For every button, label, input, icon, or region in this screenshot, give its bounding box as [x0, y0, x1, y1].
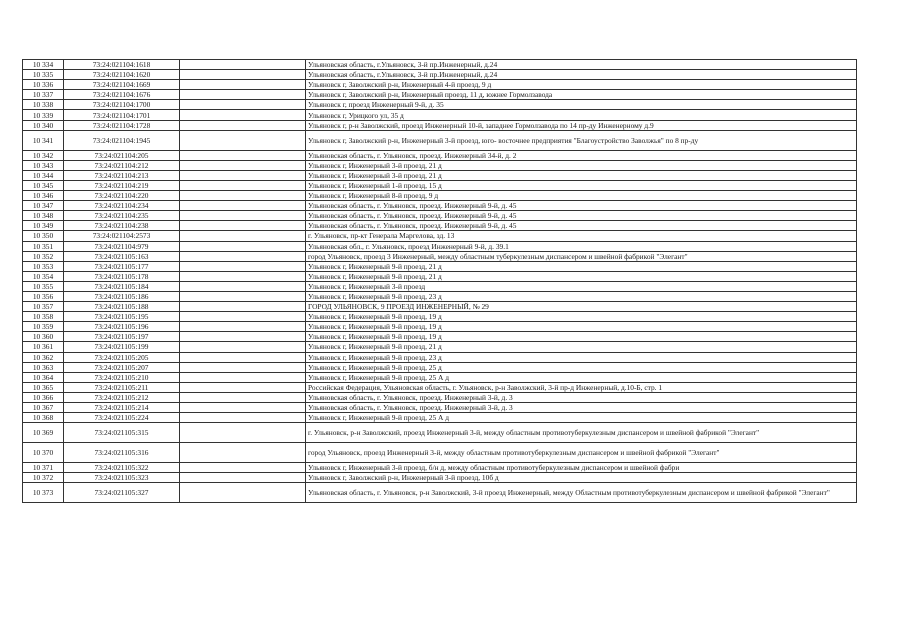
- row-number-cell: 10 351: [23, 241, 64, 251]
- table-row: [23, 403, 857, 413]
- empty-cell: [180, 130, 306, 150]
- address-cell: Ульяновск г, Инженерный 9-й проезд, 25 А д: [306, 372, 857, 382]
- table-row: [23, 423, 857, 443]
- row-number-cell: 10 336: [23, 80, 64, 90]
- table-row: [23, 170, 857, 180]
- row-number-cell: 10 338: [23, 100, 64, 110]
- cadastral-number-cell: 73:24:021104:1620: [64, 70, 180, 80]
- address-cell: Ульяновск г, Инженерный 9-й проезд, 25 А д: [306, 413, 857, 423]
- row-number-cell: 10 366: [23, 392, 64, 402]
- empty-cell: [180, 180, 306, 190]
- table-row: [23, 60, 857, 70]
- row-number-cell: 10 372: [23, 473, 64, 483]
- row-number-cell: 10 365: [23, 382, 64, 392]
- table-row: [23, 332, 857, 342]
- table-row: [23, 261, 857, 271]
- cadastral-number-cell: 73:24:021104:235: [64, 211, 180, 221]
- row-number-cell: 10 369: [23, 423, 64, 443]
- cadastral-number-cell: 73:24:021104:205: [64, 150, 180, 160]
- empty-cell: [180, 241, 306, 251]
- cadastral-number-cell: 73:24:021104:219: [64, 180, 180, 190]
- cadastral-number-cell: 73:24:021105:211: [64, 382, 180, 392]
- cadastral-number-cell: 73:24:021105:315: [64, 423, 180, 443]
- cadastral-number-cell: 73:24:021105:186: [64, 291, 180, 301]
- address-cell: Ульяновск г, Инженерный 3-й проезд: [306, 281, 857, 291]
- address-cell: Ульяновск г, Заволжский р-н, Инженерный 4-й проезд, 9 д: [306, 80, 857, 90]
- address-cell: Ульяновская область, г. Ульяновск, проезд. Инженерный 3-й, д. 3: [306, 392, 857, 402]
- empty-cell: [180, 100, 306, 110]
- empty-cell: [180, 332, 306, 342]
- row-number-cell: 10 339: [23, 110, 64, 120]
- table-row: [23, 70, 857, 80]
- empty-cell: [180, 231, 306, 241]
- table-row: [23, 271, 857, 281]
- cadastral-number-cell: 73:24:021105:212: [64, 392, 180, 402]
- table-row: [23, 352, 857, 362]
- cadastral-number-cell: 73:24:021104:220: [64, 191, 180, 201]
- table-row: [23, 80, 857, 90]
- cadastral-number-cell: 73:24:021104:1676: [64, 90, 180, 100]
- cadastral-number-cell: 73:24:021104:1728: [64, 120, 180, 130]
- address-cell: Ульяновск г, Инженерный 3-й проезд, 21 д: [306, 170, 857, 180]
- table-row: [23, 372, 857, 382]
- row-number-cell: 10 349: [23, 221, 64, 231]
- address-cell: Ульяновская область, г.Ульяновск, 3-й пр.Инженерный, д.24: [306, 70, 857, 80]
- row-number-cell: 10 364: [23, 372, 64, 382]
- row-number-cell: 10 370: [23, 443, 64, 463]
- empty-cell: [180, 392, 306, 402]
- cadastral-number-cell: 73:24:021105:163: [64, 251, 180, 261]
- address-cell: Ульяновская область, г. Ульяновск, р-н Заволжский, 3-й проезд Инженерный, между Областным противотуберкулезным диспансером и швейной фабрикой "Элегант": [306, 483, 857, 503]
- row-number-cell: 10 347: [23, 201, 64, 211]
- table-row: [23, 473, 857, 483]
- empty-cell: [180, 413, 306, 423]
- empty-cell: [180, 443, 306, 463]
- address-cell: Ульяновск г, Инженерный 9-й проезд, 19 д: [306, 332, 857, 342]
- address-cell: Ульяновск г, Инженерный 8-й проезд, 9 д: [306, 191, 857, 201]
- address-cell: Ульяновская область, г. Ульяновск, проезд. Инженерный 9-й, д. 45: [306, 211, 857, 221]
- cadastral-number-cell: 73:24:021105:184: [64, 281, 180, 291]
- address-cell: Ульяновск г, Инженерный 1-й проезд, 15 д: [306, 180, 857, 190]
- address-cell: Ульяновск г, Инженерный 9-й проезд, 23 д: [306, 291, 857, 301]
- row-number-cell: 10 371: [23, 463, 64, 473]
- cadastral-number-cell: 73:24:021105:323: [64, 473, 180, 483]
- empty-cell: [180, 342, 306, 352]
- table-row: [23, 413, 857, 423]
- cadastral-number-cell: 73:24:021104:2573: [64, 231, 180, 241]
- row-number-cell: 10 368: [23, 413, 64, 423]
- empty-cell: [180, 191, 306, 201]
- empty-cell: [180, 150, 306, 160]
- address-cell: Ульяновск г, Заволжский р-н, Инженерный проезд, 11 д, южнее Гормолзавода: [306, 90, 857, 100]
- row-number-cell: 10 334: [23, 60, 64, 70]
- cadastral-number-cell: 73:24:021105:178: [64, 271, 180, 281]
- table-row: [23, 120, 857, 130]
- cadastral-number-cell: 73:24:021104:1669: [64, 80, 180, 90]
- address-cell: Ульяновская область, г. Ульяновск, проезд. Инженерный 9-й, д. 45: [306, 201, 857, 211]
- empty-cell: [180, 291, 306, 301]
- table-row: [23, 382, 857, 392]
- empty-cell: [180, 261, 306, 271]
- empty-cell: [180, 201, 306, 211]
- cadastral-number-cell: 73:24:021105:177: [64, 261, 180, 271]
- row-number-cell: 10 363: [23, 362, 64, 372]
- address-cell: Ульяновск г, р-н Заволжский, проезд Инженерный 10-й, западнее Гормолзавода по 14 пр-ду Инженерному д.9: [306, 120, 857, 130]
- table-row: [23, 201, 857, 211]
- row-number-cell: 10 341: [23, 130, 64, 150]
- row-number-cell: 10 343: [23, 160, 64, 170]
- empty-cell: [180, 403, 306, 413]
- registry-table-body: [23, 60, 857, 503]
- row-number-cell: 10 367: [23, 403, 64, 413]
- table-row: [23, 443, 857, 463]
- address-cell: Ульяновск г, Инженерный 3-й проезд, 21 д: [306, 160, 857, 170]
- row-number-cell: 10 337: [23, 90, 64, 100]
- table-row: [23, 291, 857, 301]
- row-number-cell: 10 345: [23, 180, 64, 190]
- cadastral-number-cell: 73:24:021105:205: [64, 352, 180, 362]
- empty-cell: [180, 463, 306, 473]
- address-cell: Ульяновская область, г. Ульяновск, проезд. Инженерный 9-й, д. 45: [306, 221, 857, 231]
- empty-cell: [180, 110, 306, 120]
- empty-cell: [180, 302, 306, 312]
- row-number-cell: 10 353: [23, 261, 64, 271]
- table-row: [23, 241, 857, 251]
- empty-cell: [180, 362, 306, 372]
- address-cell: город Ульяновск, проезд Инженерный 3-й, между областным противотуберкулезным диспансером и швейной фабрикой "Элегант": [306, 443, 857, 463]
- table-row: [23, 342, 857, 352]
- row-number-cell: 10 344: [23, 170, 64, 180]
- row-number-cell: 10 355: [23, 281, 64, 291]
- address-cell: Ульяновск г, Урицкого ул, 35 д: [306, 110, 857, 120]
- empty-cell: [180, 251, 306, 261]
- row-number-cell: 10 354: [23, 271, 64, 281]
- address-cell: Ульяновская область, г. Ульяновск, проезд. Инженерный 34-й, д. 2: [306, 150, 857, 160]
- row-number-cell: 10 357: [23, 302, 64, 312]
- row-number-cell: 10 360: [23, 332, 64, 342]
- table-row: [23, 100, 857, 110]
- address-cell: город Ульяновск, проезд 3 Инженерный, между областным туберкулезным диспансером и швейной фабрикой "Элегант": [306, 251, 857, 261]
- address-cell: Ульяновск г, Инженерный 9-й проезд, 25 д: [306, 362, 857, 372]
- cadastral-number-cell: 73:24:021105:197: [64, 332, 180, 342]
- table-row: [23, 483, 857, 503]
- address-cell: Ульяновск г, Инженерный 3-й проезд, б/н д, между областным противотуберкулезным диспансером и швейной фабри: [306, 463, 857, 473]
- address-cell: г. Ульяновск, пр-кт Генерала Маргелова, зд. 13: [306, 231, 857, 241]
- table-row: [23, 221, 857, 231]
- row-number-cell: 10 352: [23, 251, 64, 261]
- empty-cell: [180, 160, 306, 170]
- table-row: [23, 110, 857, 120]
- row-number-cell: 10 359: [23, 322, 64, 332]
- empty-cell: [180, 80, 306, 90]
- address-cell: Ульяновск г, Заволжский р-н, Инженерный 3-й проезд, юго- восточнее предприятия "Благоустройство Заволжья" по 8 пр-ду: [306, 130, 857, 150]
- address-cell: Ульяновск г, Заволжский р-н, Инженерный 3-й проезд, 10б д: [306, 473, 857, 483]
- address-cell: г. Ульяновск, р-н Заволжский, проезд Инженерный 3-й, между областным противотуберкулезным диспансером и швейной фабрикой "Элегант": [306, 423, 857, 443]
- cadastral-number-cell: 73:24:021104:1618: [64, 60, 180, 70]
- empty-cell: [180, 281, 306, 291]
- table-row: [23, 322, 857, 332]
- row-number-cell: 10 362: [23, 352, 64, 362]
- table-row: [23, 392, 857, 402]
- empty-cell: [180, 120, 306, 130]
- table-row: [23, 130, 857, 150]
- cadastral-number-cell: 73:24:021105:199: [64, 342, 180, 352]
- empty-cell: [180, 312, 306, 322]
- empty-cell: [180, 483, 306, 503]
- address-cell: ГОРОД УЛЬЯНОВСК, 9 ПРОЕЗД ИНЖЕНЕРНЫЙ, № 29: [306, 302, 857, 312]
- row-number-cell: 10 361: [23, 342, 64, 352]
- empty-cell: [180, 352, 306, 362]
- row-number-cell: 10 356: [23, 291, 64, 301]
- empty-cell: [180, 322, 306, 332]
- cadastral-number-cell: 73:24:021105:210: [64, 372, 180, 382]
- empty-cell: [180, 382, 306, 392]
- row-number-cell: 10 358: [23, 312, 64, 322]
- row-number-cell: 10 335: [23, 70, 64, 80]
- cadastral-number-cell: 73:24:021105:195: [64, 312, 180, 322]
- address-cell: Ульяновск г, Инженерный 9-й проезд, 19 д: [306, 322, 857, 332]
- table-row: [23, 211, 857, 221]
- cadastral-number-cell: 73:24:021104:234: [64, 201, 180, 211]
- cadastral-number-cell: 73:24:021105:207: [64, 362, 180, 372]
- cadastral-number-cell: 73:24:021104:1945: [64, 130, 180, 150]
- empty-cell: [180, 70, 306, 80]
- address-cell: Ульяновск г, Инженерный 9-й проезд, 23 д: [306, 352, 857, 362]
- cadastral-number-cell: 73:24:021104:213: [64, 170, 180, 180]
- cadastral-number-cell: 73:24:021105:316: [64, 443, 180, 463]
- address-cell: Ульяновская обл., г. Ульяновск, проезд Инженерный 9-й, д. 39.1: [306, 241, 857, 251]
- cadastral-number-cell: 73:24:021105:224: [64, 413, 180, 423]
- table-row: [23, 150, 857, 160]
- table-row: [23, 191, 857, 201]
- cadastral-number-cell: 73:24:021104:212: [64, 160, 180, 170]
- address-cell: Ульяновск г, Инженерный 9-й проезд, 21 д: [306, 261, 857, 271]
- table-row: [23, 160, 857, 170]
- row-number-cell: 10 340: [23, 120, 64, 130]
- empty-cell: [180, 473, 306, 483]
- address-cell: Ульяновская область, г. Ульяновск, проезд. Инженерный 3-й, д. 3: [306, 403, 857, 413]
- row-number-cell: 10 373: [23, 483, 64, 503]
- row-number-cell: 10 348: [23, 211, 64, 221]
- registry-table: [22, 59, 857, 503]
- empty-cell: [180, 221, 306, 231]
- empty-cell: [180, 60, 306, 70]
- empty-cell: [180, 170, 306, 180]
- address-cell: Ульяновск г, Инженерный 9-й проезд, 19 д: [306, 312, 857, 322]
- cadastral-number-cell: 73:24:021104:979: [64, 241, 180, 251]
- cadastral-number-cell: 73:24:021105:322: [64, 463, 180, 473]
- row-number-cell: 10 346: [23, 191, 64, 201]
- table-row: [23, 302, 857, 312]
- address-cell: Ульяновск г, Инженерный 9-й проезд, 21 д: [306, 271, 857, 281]
- table-row: [23, 90, 857, 100]
- empty-cell: [180, 423, 306, 443]
- cadastral-number-cell: 73:24:021105:327: [64, 483, 180, 503]
- table-row: [23, 231, 857, 241]
- empty-cell: [180, 372, 306, 382]
- cadastral-number-cell: 73:24:021104:238: [64, 221, 180, 231]
- cadastral-number-cell: 73:24:021105:196: [64, 322, 180, 332]
- address-cell: Ульяновск г, Инженерный 9-й проезд, 21 д: [306, 342, 857, 352]
- address-cell: Российская Федерация, Ульяновская область, г. Ульяновск, р-н Заволжский, 3-й пр-д Инженерный, д.10-Б, стр. 1: [306, 382, 857, 392]
- table-row: [23, 463, 857, 473]
- table-row: [23, 251, 857, 261]
- address-cell: Ульяновск г, проезд Инженерный 9-й, д. 35: [306, 100, 857, 110]
- address-cell: Ульяновская область, г.Ульяновск, 3-й пр.Инженерный, д.24: [306, 60, 857, 70]
- row-number-cell: 10 350: [23, 231, 64, 241]
- cadastral-number-cell: 73:24:021105:214: [64, 403, 180, 413]
- document-page: [22, 59, 857, 503]
- empty-cell: [180, 271, 306, 281]
- table-row: [23, 281, 857, 291]
- table-row: [23, 180, 857, 190]
- cadastral-number-cell: 73:24:021104:1701: [64, 110, 180, 120]
- table-row: [23, 362, 857, 372]
- table-row: [23, 312, 857, 322]
- empty-cell: [180, 211, 306, 221]
- empty-cell: [180, 90, 306, 100]
- cadastral-number-cell: 73:24:021104:1700: [64, 100, 180, 110]
- row-number-cell: 10 342: [23, 150, 64, 160]
- cadastral-number-cell: 73:24:021105:188: [64, 302, 180, 312]
